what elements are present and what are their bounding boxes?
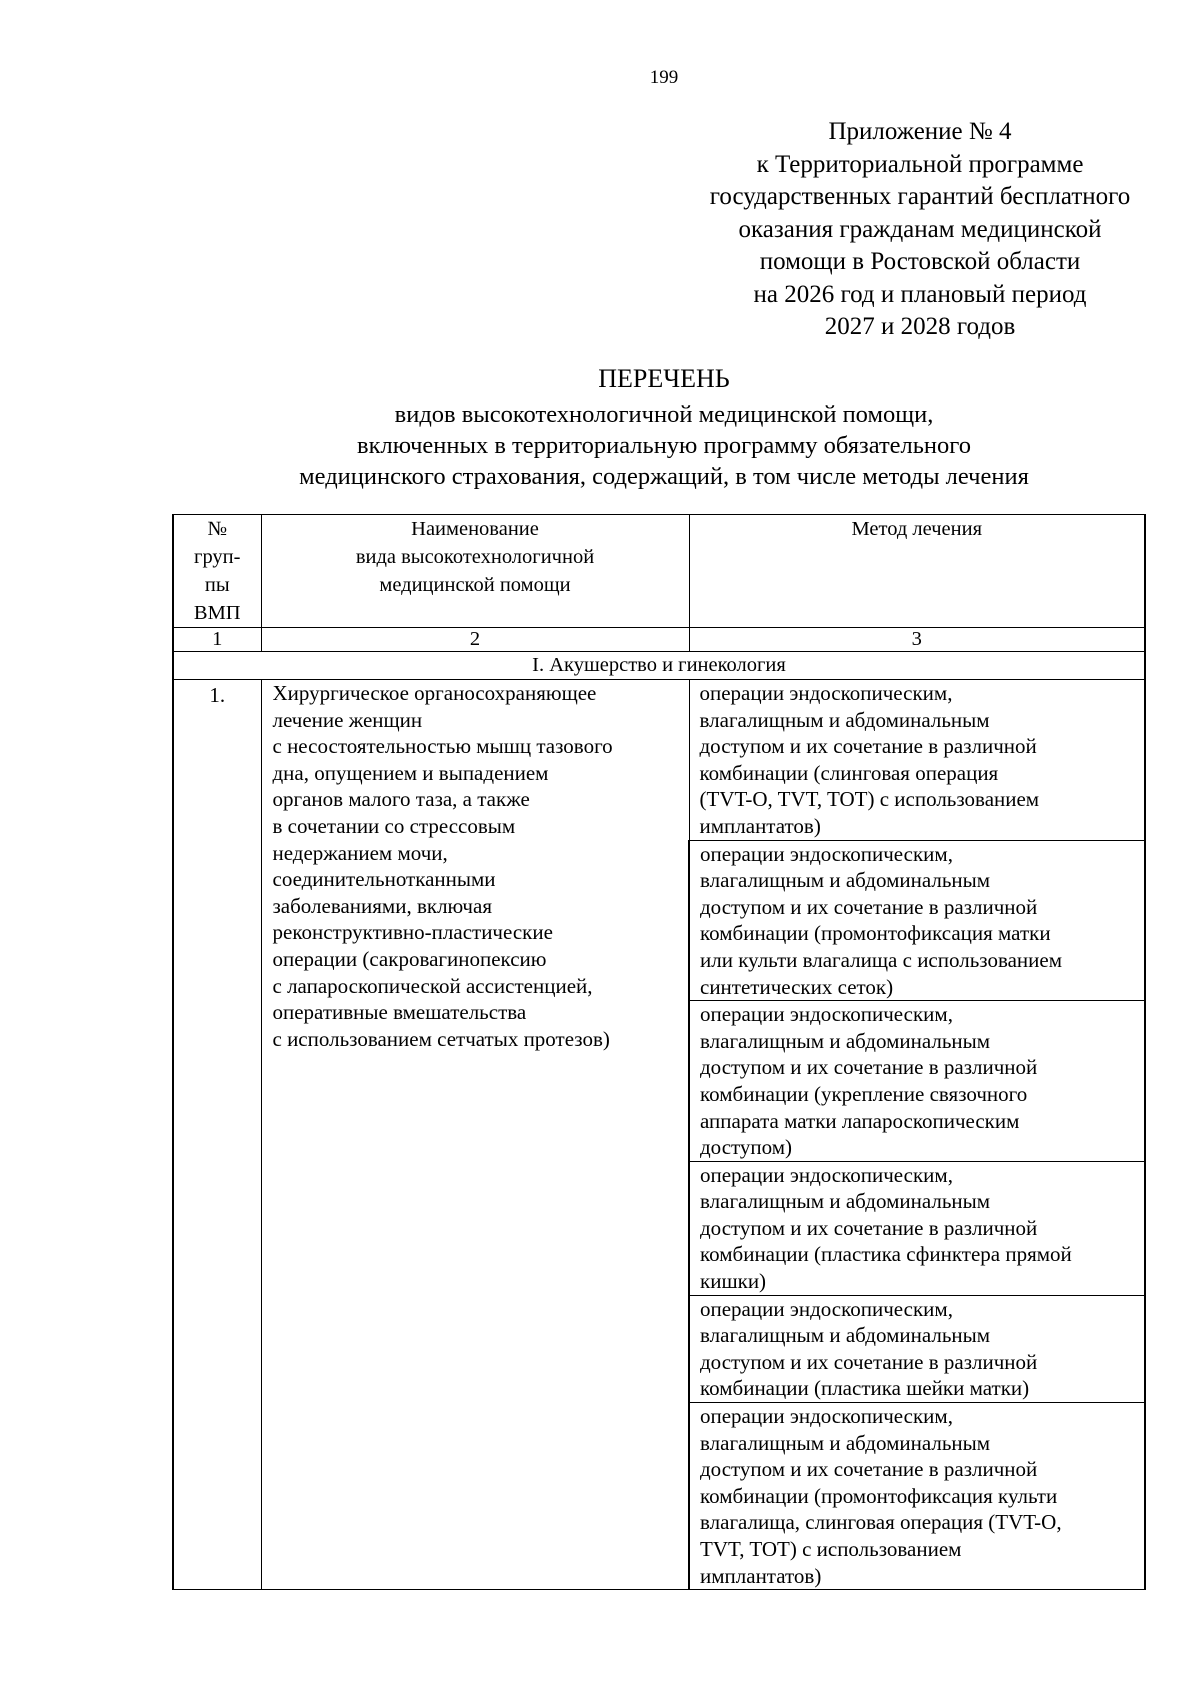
method-line: операции эндоскопическим, (700, 1296, 953, 1321)
header-line: № (207, 518, 228, 540)
method-line: доступом) (700, 1135, 793, 1160)
method-line: операции эндоскопическим, (700, 1162, 953, 1187)
column-number: 2 (261, 628, 689, 652)
name-line: оперативные вмешательства (272, 1000, 527, 1025)
name-line: соединительнотканными (272, 867, 496, 892)
name-line: дна, опущением и выпадением (272, 760, 549, 785)
method-line: влагалищным и абдоминальным (699, 707, 990, 732)
column-number-row (173, 628, 1145, 652)
method-line: комбинации (пластика шейки матки) (700, 1376, 1030, 1401)
table-row (173, 680, 1145, 841)
header-line: медицинской помощи (379, 574, 571, 596)
appendix-header (650, 116, 1190, 344)
method-line: влагалищным и абдоминальным (700, 868, 991, 893)
subtitle-line: включенных в территориальную программу обязательного (357, 432, 971, 459)
name-line: Хирургическое органосохраняющее (272, 681, 597, 705)
treatment-method (689, 1403, 1145, 1590)
method-line: комбинации (укрепление связочного (700, 1081, 1028, 1106)
method-line: доступом и их сочетание в различной (700, 1215, 1038, 1240)
header-treatment-method (689, 515, 1145, 628)
method-line: комбинации (промонтофиксация культи (700, 1483, 1058, 1508)
method-line: комбинации (пластика сфинктера прямой (700, 1242, 1072, 1267)
header-line: ВМП (193, 602, 241, 624)
name-line: заболеваниями, включая (272, 893, 492, 918)
name-line: с использованием сетчатых протезов) (272, 1026, 610, 1051)
column-number: 1 (173, 628, 261, 652)
group-number: 1. (173, 680, 261, 1590)
method-line: синтетических сеток) (700, 974, 894, 999)
vmp-table (172, 514, 1146, 1590)
method-line: доступом и их сочетание в различной (700, 1349, 1038, 1374)
method-line: кишки) (700, 1269, 767, 1294)
name-line: органов малого таза, а также (272, 787, 530, 812)
method-line: или культи влагалища с использованием (700, 947, 1062, 972)
name-line: реконструктивно-пластические (272, 920, 553, 945)
header-line: пы (204, 574, 230, 596)
subtitle-line: медицинского страхования, содержащий, в том числе методы лечения (299, 463, 1029, 490)
method-line: аппарата матки лапароскопическим (700, 1108, 1020, 1133)
method-line: операции эндоскопическим, (700, 1404, 953, 1429)
method-line: (TVT-O, TVT, TOT) с использованием (699, 787, 1040, 812)
method-line: влагалищным и абдоминальным (700, 1028, 991, 1053)
column-number: 3 (689, 628, 1145, 652)
appendix-line: на 2026 год и плановый период (753, 280, 1087, 308)
method-line: имплантатов) (699, 813, 821, 838)
name-line: с несостоятельностью мышц тазового (272, 734, 613, 759)
method-line: комбинации (промонтофиксация матки (700, 921, 1051, 946)
name-line: в сочетании со стрессовым (272, 813, 516, 838)
method-line: комбинации (слинговая операция (699, 760, 999, 785)
method-line: влагалищным и абдоминальным (700, 1189, 991, 1214)
treatment-method (689, 680, 1145, 841)
table-header-row (173, 515, 1145, 628)
method-line: доступом и их сочетание в различной (699, 734, 1037, 759)
page-number: 199 (649, 67, 679, 88)
method-line: операции эндоскопическим, (700, 1002, 953, 1027)
method-line: доступом и их сочетание в различной (700, 894, 1038, 919)
header-line: груп- (194, 546, 241, 568)
treatment-method (689, 1295, 1145, 1402)
treatment-method (689, 1001, 1145, 1162)
name-line: с лапароскопической ассистенцией, (272, 973, 593, 998)
appendix-line: к Территориальной программе (756, 150, 1084, 178)
method-line: доступом и их сочетание в различной (700, 1457, 1038, 1482)
subtitle-line: видов высокотехнологичной медицинской помощи, (394, 401, 934, 428)
method-line: влагалищным и абдоминальным (700, 1430, 991, 1455)
method-line: влагалищным и абдоминальным (700, 1323, 991, 1348)
name-line: недержанием мочи, (272, 840, 448, 865)
method-line: доступом и их сочетание в различной (700, 1055, 1038, 1080)
document-title: ПЕРЕЧЕНЬ (598, 364, 730, 393)
appendix-line: оказания гражданам медицинской (738, 215, 1102, 243)
method-line: операции эндоскопическим, (699, 681, 953, 705)
header-line: Наименование (411, 518, 539, 540)
header-line: Метод лечения (851, 518, 983, 540)
appendix-line: помощи в Ростовской области (759, 248, 1081, 275)
document-subtitle (0, 399, 1200, 492)
treatment-method (689, 1161, 1145, 1295)
appendix-line: 2027 и 2028 годов (824, 313, 1016, 340)
name-line: операции (сакровагинопексию (272, 946, 547, 971)
section-row (173, 652, 1145, 680)
method-line: TVT, TOT) с использованием (700, 1537, 962, 1561)
treatment-method (689, 840, 1145, 1001)
section-title: I. Акушерство и гинекология (173, 652, 1145, 680)
method-line: влагалища, слинговая операция (TVT-O, (700, 1510, 1062, 1535)
header-vmp-name (261, 515, 689, 628)
name-line: лечение женщин (272, 707, 423, 732)
header-group-number (173, 515, 261, 628)
appendix-line: Приложение № 4 (828, 118, 1012, 145)
vmp-name (261, 680, 689, 1590)
method-line: имплантатов) (700, 1563, 822, 1588)
method-line: операции эндоскопическим, (700, 841, 953, 866)
header-line: вида высокотехнологичной (355, 546, 595, 568)
appendix-line: государственных гарантий бесплатного (709, 183, 1131, 210)
